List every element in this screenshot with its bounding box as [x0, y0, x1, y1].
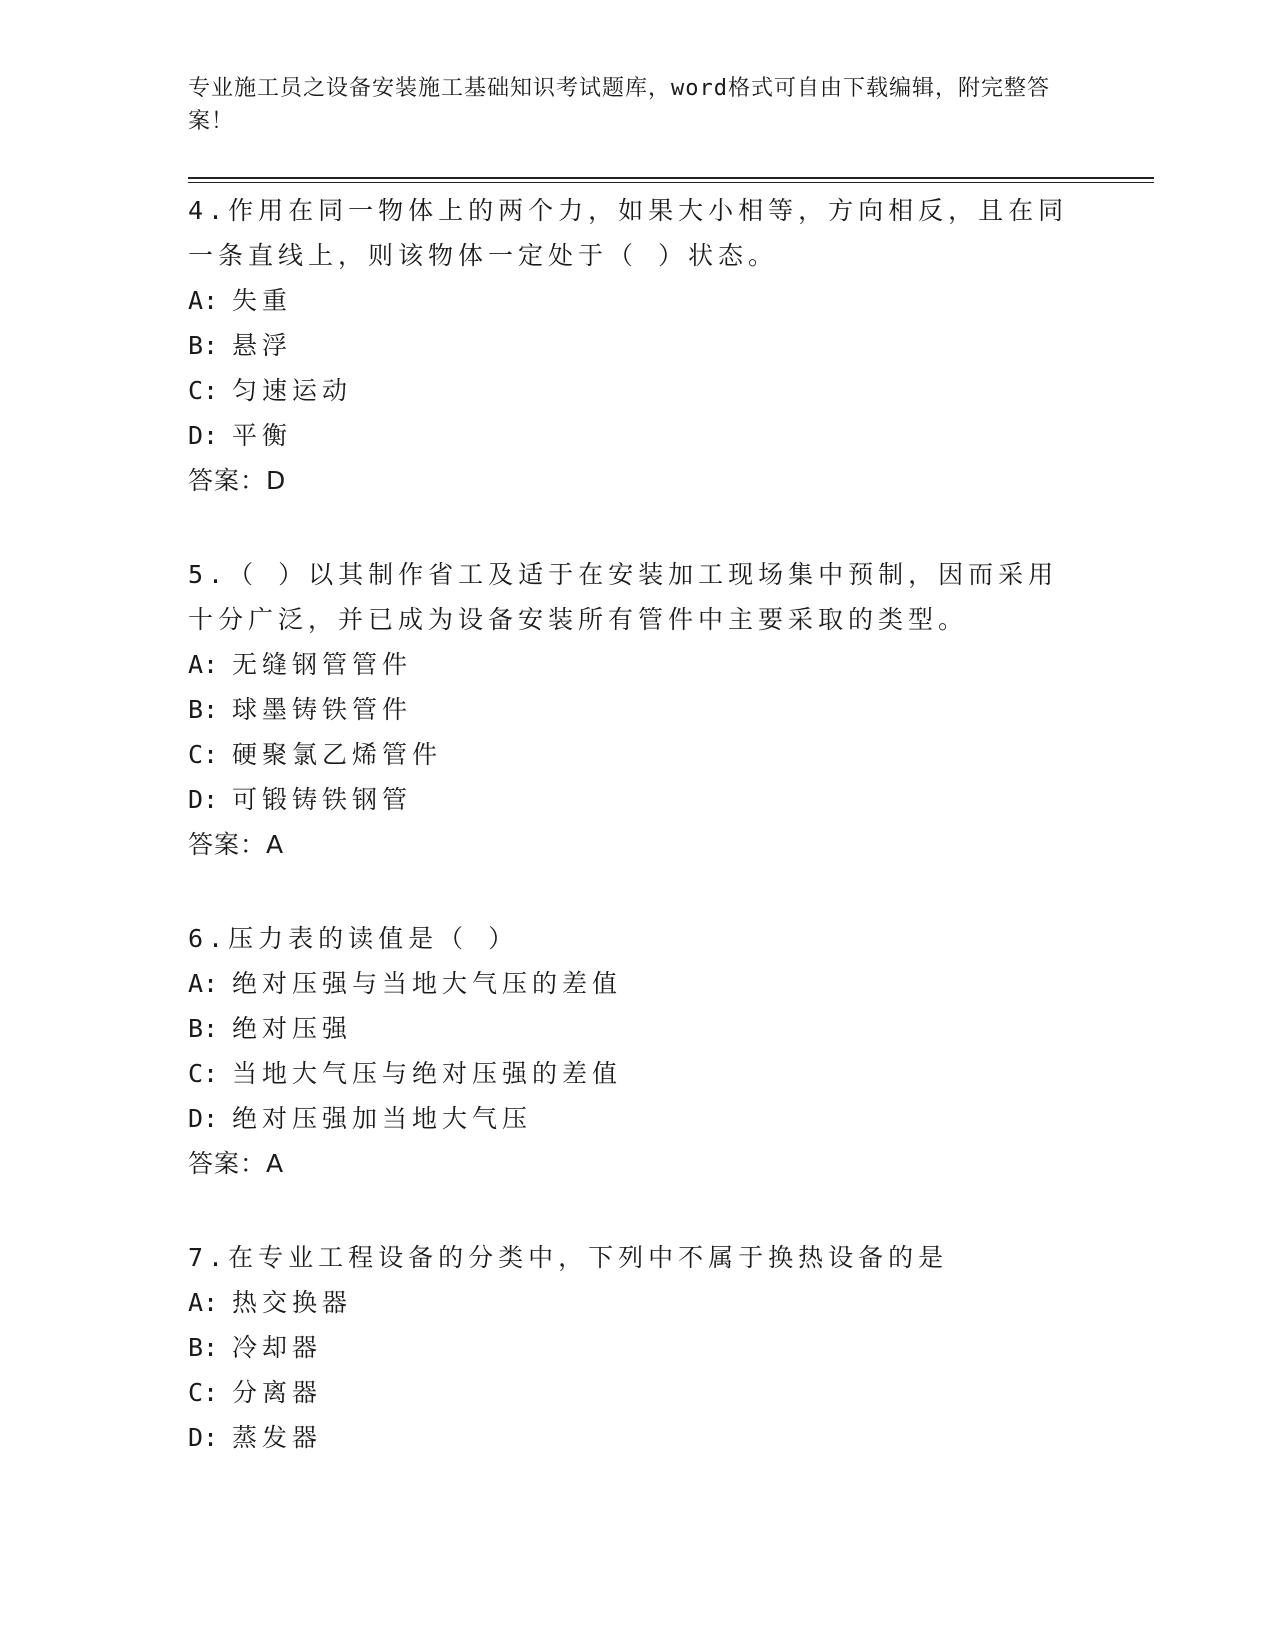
option-text: 硬聚氯乙烯管件: [232, 740, 443, 769]
option-text: 无缝钢管管件: [232, 650, 413, 679]
question-text: [188, 916, 1088, 961]
option-text: 冷却器: [232, 1333, 323, 1362]
option-c: [188, 1051, 1088, 1096]
option-letter: C:: [188, 1059, 219, 1088]
option-text: 绝对压强: [232, 1014, 353, 1043]
option-text: 蒸发器: [232, 1423, 323, 1452]
option-a: [188, 642, 1088, 687]
question-4: [188, 188, 1088, 503]
option-a: [188, 278, 1088, 323]
option-a: [188, 1280, 1088, 1325]
option-c: [188, 368, 1088, 413]
option-d: [188, 1415, 1088, 1460]
option-d: [188, 413, 1088, 458]
option-c: [188, 1370, 1088, 1415]
option-text: 分离器: [232, 1378, 323, 1407]
question-stem: 作用在同一物体上的两个力，如果大小相等，方向相反，且在同一条直线上，则该物体一定处于（ ）状态。: [188, 196, 1069, 270]
question-number: 7.: [188, 1243, 229, 1272]
question-number: 6.: [188, 924, 229, 953]
option-letter: C:: [188, 1378, 219, 1407]
option-text: 绝对压强加当地大气压: [232, 1104, 533, 1133]
option-text: 热交换器: [232, 1288, 353, 1317]
option-letter: B:: [188, 1333, 219, 1362]
question-text: [188, 1235, 1088, 1280]
answer-label: 答案：A: [188, 1149, 285, 1178]
option-text: 平衡: [232, 421, 293, 450]
option-letter: A:: [188, 969, 219, 998]
option-letter: B:: [188, 1014, 219, 1043]
option-b: [188, 1006, 1088, 1051]
option-text: 可锻铸铁钢管: [232, 785, 413, 814]
question-text: [188, 552, 1088, 642]
option-b: [188, 323, 1088, 368]
option-text: 匀速运动: [232, 376, 353, 405]
question-text: [188, 188, 1088, 278]
question-stem: （ ）以其制作省工及适于在安装加工现场集中预制，因而采用十分广泛，并已成为设备安装所有管件中主要采取的类型。: [188, 560, 1059, 634]
question-number: 5.: [188, 560, 229, 589]
option-d: [188, 1096, 1088, 1141]
document-header: 专业施工员之设备安装施工基础知识考试题库，word格式可自由下载编辑，附完整答案！: [188, 76, 1050, 134]
option-letter: B:: [188, 331, 219, 360]
question-6: [188, 916, 1088, 1186]
option-text: 当地大气压与绝对压强的差值: [232, 1059, 623, 1088]
option-letter: D:: [188, 785, 219, 814]
header-rule-thick: [188, 177, 1154, 179]
option-text: 球墨铸铁管件: [232, 695, 413, 724]
option-letter: A:: [188, 286, 219, 315]
question-5: [188, 552, 1088, 867]
option-b: [188, 1325, 1088, 1370]
answer-label: 答案：D: [188, 466, 287, 495]
option-a: [188, 961, 1088, 1006]
option-c: [188, 732, 1088, 777]
option-text: 失重: [232, 286, 293, 315]
option-letter: B:: [188, 695, 219, 724]
option-letter: C:: [188, 376, 219, 405]
option-letter: C:: [188, 740, 219, 769]
option-text: 悬浮: [232, 331, 293, 360]
option-letter: D:: [188, 421, 219, 450]
question-number: 4.: [188, 196, 229, 225]
header-rule-thin: [188, 182, 1154, 183]
option-letter: A:: [188, 650, 219, 679]
option-text: 绝对压强与当地大气压的差值: [232, 969, 623, 998]
answer-label: 答案：A: [188, 830, 285, 859]
question-stem: 在专业工程设备的分类中，下列中不属于换热设备的是: [228, 1243, 949, 1272]
option-d: [188, 777, 1088, 822]
option-b: [188, 687, 1088, 732]
option-letter: D:: [188, 1423, 219, 1452]
question-stem: 压力表的读值是（ ）: [228, 924, 519, 953]
option-letter: A:: [188, 1288, 219, 1317]
question-7: [188, 1235, 1088, 1460]
option-letter: D:: [188, 1104, 219, 1133]
